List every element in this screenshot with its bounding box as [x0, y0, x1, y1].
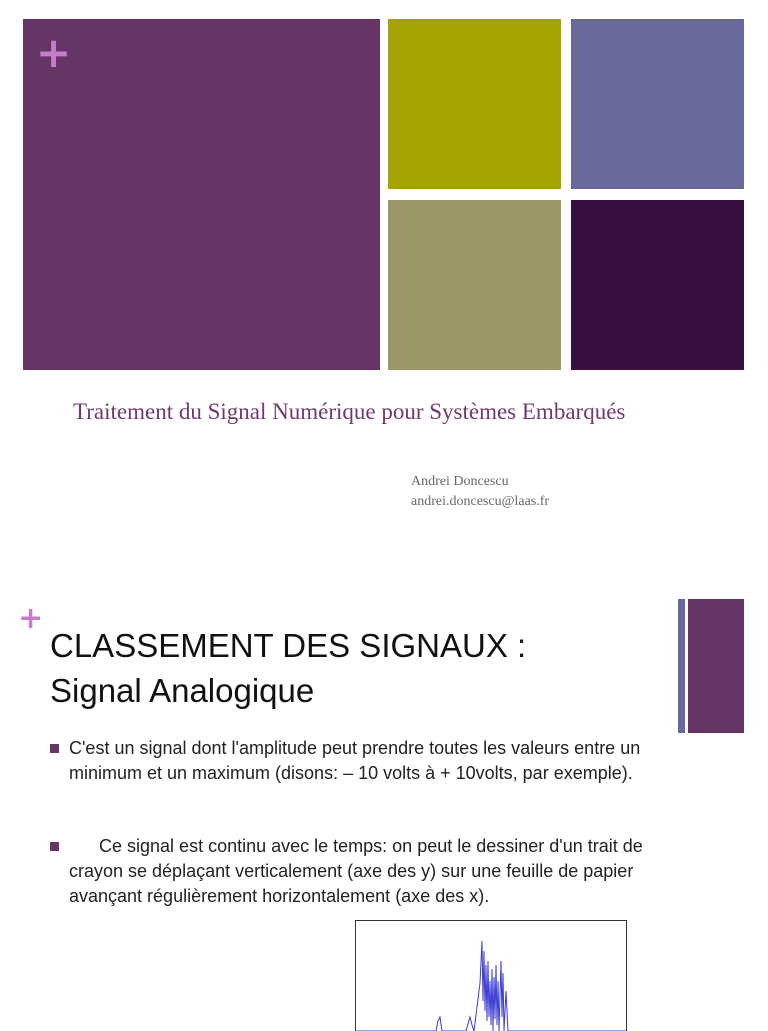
bullet-text: C'est un signal dont l'amplitude peut prendre toutes les valeurs entre un minimum et un maximum (disons: – 10 volts à + 10volts, par exemple).	[69, 738, 641, 783]
bullet-item	[50, 736, 650, 786]
author-email: andrei.doncescu@laas.fr	[411, 494, 550, 509]
decor-block-dark	[571, 200, 744, 370]
author-name: Andrei Doncescu	[411, 474, 509, 489]
section-title-line2: Signal Analogique	[50, 672, 315, 709]
section-title	[50, 623, 660, 713]
decor-bar-purple	[688, 599, 744, 733]
signal-plot-svg	[356, 921, 626, 1031]
decor-block-olive	[388, 19, 561, 189]
plus-icon-slide2: +	[18, 601, 44, 636]
slide-title: Traitement du Signal Numérique pour Systèmes Embarqués	[73, 399, 626, 424]
decor-block-sage	[388, 200, 561, 370]
author-block	[411, 472, 549, 512]
section-title-line1: CLASSEMENT DES SIGNAUX :	[50, 627, 527, 664]
signal-plot	[355, 920, 627, 1031]
signal-trace	[356, 941, 626, 1031]
decor-bar-blue	[678, 599, 685, 733]
bullet-square-icon	[50, 842, 59, 851]
plus-icon: +	[36, 28, 72, 77]
decor-block-blue	[571, 19, 744, 189]
bullet-item	[50, 834, 650, 909]
bullet-square-icon	[50, 744, 59, 753]
bullet-text: Ce signal est continu avec le temps: on peut le dessiner d'un trait de crayon se déplaçant verticalement (axe des y) sur une feuille de papier avançant régulièrement horizontalement (axe des x).	[69, 836, 648, 906]
decor-block-main	[23, 19, 380, 370]
